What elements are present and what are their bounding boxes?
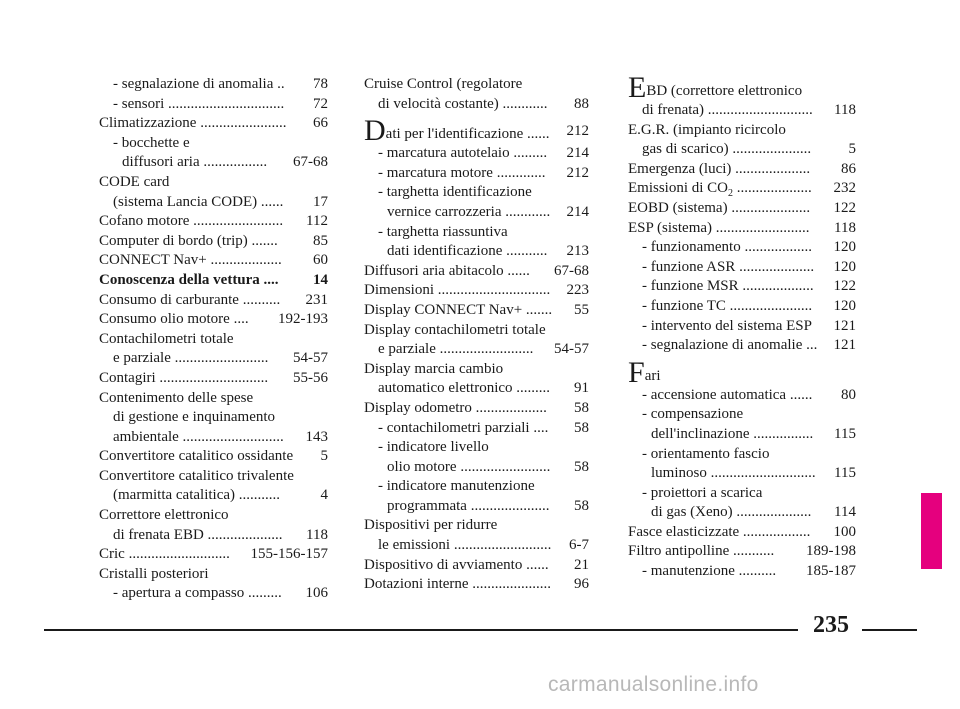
index-entry: - sensori ............................... 72 bbox=[99, 95, 328, 115]
index-entry: ambientale ........................... 143 bbox=[99, 428, 328, 448]
index-entry: - indicatore livello bbox=[378, 439, 489, 456]
index-entry: luminoso ............................ 115 bbox=[628, 464, 856, 484]
index-entry: vernice carrozzeria ............ 214 bbox=[364, 203, 589, 223]
section-tab-marker bbox=[921, 493, 942, 569]
index-entry: - intervento del sistema ESP 121 bbox=[628, 317, 856, 337]
index-entry: - segnalazione di anomalia .. 78 bbox=[99, 75, 328, 95]
index-entry: Consumo olio motore .... 192-193 bbox=[99, 310, 328, 330]
index-entry: di gas (Xeno) .................... 114 bbox=[628, 503, 856, 523]
section-initial: D bbox=[364, 114, 386, 148]
index-entry: CODE card bbox=[99, 173, 170, 190]
index-entry: - proiettori a scarica bbox=[642, 484, 763, 501]
page-number: 235 bbox=[813, 612, 849, 638]
index-entry: Cruise Control (regolatore bbox=[364, 76, 523, 92]
index-entry: dati identificazione ........... 213 bbox=[364, 242, 589, 262]
index-entry: Display CONNECT Nav+ ....... 55 bbox=[364, 301, 589, 321]
footer-rule-right bbox=[862, 629, 917, 631]
index-entry: - indicatore manutenzione bbox=[378, 478, 535, 495]
index-column-1 bbox=[99, 75, 328, 604]
index-entry: EOBD (sistema) ..................... 122 bbox=[628, 199, 856, 219]
index-entry: e parziale ......................... 54-57 bbox=[99, 349, 328, 369]
index-entry: Diffusori aria abitacolo ...... 67-68 bbox=[364, 262, 589, 282]
index-entry: Consumo di carburante .......... 231 bbox=[99, 291, 328, 311]
section-initial: E bbox=[628, 71, 647, 104]
watermark: carmanualsonline.info bbox=[548, 673, 759, 696]
section-heading-d: Dati per l'identificazione ...... 212 bbox=[364, 114, 589, 148]
index-entry: - manutenzione .......... 185-187 bbox=[628, 562, 856, 582]
index-entry: di velocità costante) ............ 88 bbox=[364, 95, 589, 115]
index-entry: di frenata) ............................ 118 bbox=[628, 101, 856, 121]
index-entry: Dotazioni interne ..................... 96 bbox=[364, 575, 589, 595]
index-entry: Dispositivo di avviamento ...... 21 bbox=[364, 556, 589, 576]
index-entry: - funzione MSR ................... 122 bbox=[628, 277, 856, 297]
index-entry: dell'inclinazione ................ 115 bbox=[628, 425, 856, 445]
index-entry: Contenimento delle spese bbox=[99, 389, 254, 406]
index-entry: automatico elettronico ......... 91 bbox=[364, 379, 589, 399]
index-entry: - marcatura autotelaio ......... 214 bbox=[364, 144, 589, 164]
section-heading-e: EBD (correttore elettronico bbox=[628, 71, 803, 104]
index-entry: di gestione e inquinamento bbox=[113, 409, 276, 426]
index-entry: CONNECT Nav+ ................... 60 bbox=[99, 251, 328, 271]
index-entry: - segnalazione di anomalie ... 121 bbox=[628, 336, 856, 356]
index-entry: Correttore elettronico bbox=[99, 507, 229, 524]
index-column-3 bbox=[628, 71, 856, 582]
index-entry: le emissioni .......................... 6-7 bbox=[364, 536, 589, 556]
index-entry: olio motore ........................ 58 bbox=[364, 458, 589, 478]
index-entry: ESP (sistema) ......................... 118 bbox=[628, 219, 856, 239]
index-entry: Contachilometri totale bbox=[99, 330, 234, 347]
index-entry: di frenata EBD .................... 118 bbox=[99, 526, 328, 546]
index-entry: Display odometro ................... 58 bbox=[364, 399, 589, 419]
index-entry: Contagiri ............................. 55-56 bbox=[99, 369, 328, 389]
index-entry: (marmitta catalitica) ........... 4 bbox=[99, 486, 328, 506]
index-entry: Cofano motore ........................ 112 bbox=[99, 212, 328, 232]
section-initial: F bbox=[628, 355, 645, 389]
index-entry: - accensione automatica ...... 80 bbox=[628, 386, 856, 406]
index-entry: - bocchette e bbox=[113, 134, 190, 151]
index-entry: - apertura a compasso ......... 106 bbox=[99, 584, 328, 604]
index-entry: Dispositivi per ridurre bbox=[364, 517, 498, 534]
index-entry: - targhetta identificazione bbox=[378, 184, 532, 201]
index-entry: Fasce elasticizzate .................. 100 bbox=[628, 523, 856, 543]
index-entry: Emergenza (luci) .................... 86 bbox=[628, 160, 856, 180]
index-entry: programmata ..................... 58 bbox=[364, 497, 589, 517]
index-entry: - orientamento fascio bbox=[642, 445, 770, 462]
index-entry: diffusori aria ................. 67-68 bbox=[99, 153, 328, 173]
index-entry: Cristalli posteriori bbox=[99, 565, 209, 582]
index-entry: gas di scarico) ..................... 5 bbox=[628, 140, 856, 160]
index-entry: Cric ........................... 155-156-157 bbox=[99, 545, 328, 565]
index-entry: Display contachilometri totale bbox=[364, 321, 546, 338]
index-entry: Convertitore catalitico trivalente bbox=[99, 467, 294, 484]
index-entry: - funzionamento .................. 120 bbox=[628, 238, 856, 258]
index-entry: - compensazione bbox=[642, 406, 744, 423]
index-entry: Display marcia cambio bbox=[364, 360, 504, 377]
index-entry: Emissioni di $CO_2$ .................... 232 bbox=[628, 180, 856, 200]
index-entry: - funzione TC ...................... 120 bbox=[628, 297, 856, 317]
index-entry: Convertitore catalitico ossidante 5 bbox=[99, 447, 328, 467]
index-entry-bold: Conoscenza della vettura .... 14 bbox=[99, 271, 328, 291]
index-entry: Dimensioni .............................. 223 bbox=[364, 281, 589, 301]
index-entry: - contachilometri parziali .... 58 bbox=[364, 419, 589, 439]
index-column-2 bbox=[364, 75, 589, 595]
index-entry: e parziale ......................... 54-57 bbox=[364, 340, 589, 360]
section-heading-f: Fari bbox=[628, 355, 661, 389]
index-entry: Climatizzazione ....................... 66 bbox=[99, 114, 328, 134]
index-entry: Computer di bordo (trip) ....... 85 bbox=[99, 232, 328, 252]
index-entry: E.G.R. (impianto ricircolo bbox=[628, 121, 786, 138]
index-entry: Filtro antipolline ........... 189-198 bbox=[628, 542, 856, 562]
index-entry: - funzione ASR .................... 120 bbox=[628, 258, 856, 278]
footer-rule-left bbox=[44, 629, 798, 631]
index-entry: - marcatura motore ............. 212 bbox=[364, 164, 589, 184]
index-entry: (sistema Lancia CODE) ...... 17 bbox=[99, 193, 328, 213]
index-entry: - targhetta riassuntiva bbox=[378, 223, 508, 240]
